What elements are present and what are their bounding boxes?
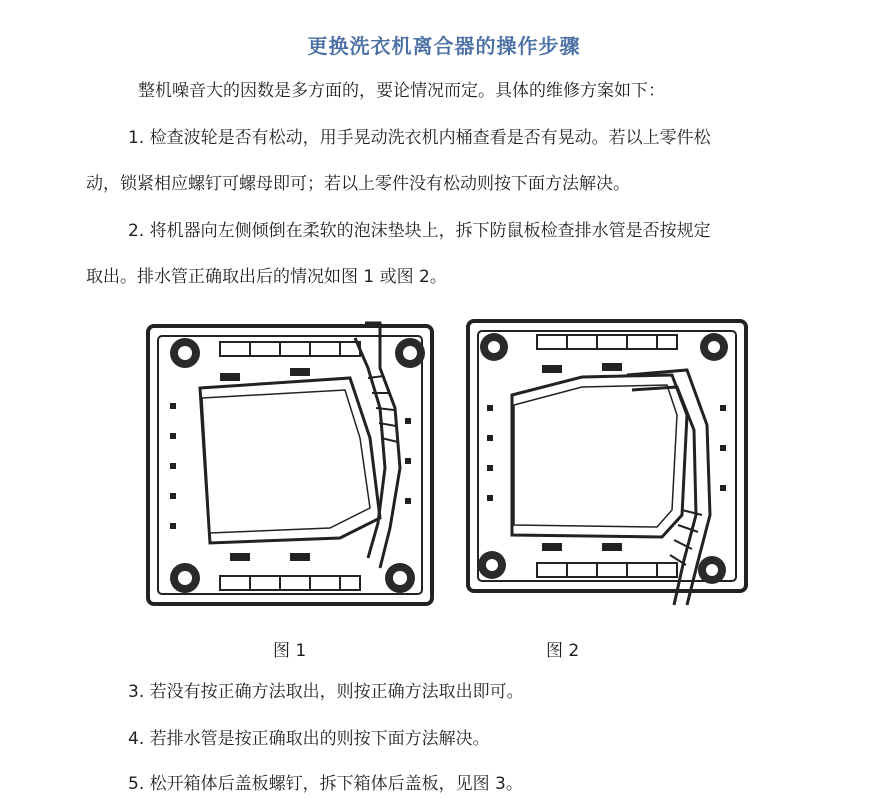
step2-line1: 2. 将机器向左侧倾倒在柔软的泡沫垫块上，拆下防鼠板检查排水管是否按规定 <box>128 221 711 241</box>
figure-2-caption: 图 2 <box>546 641 580 661</box>
figure-2-diagram <box>462 315 752 610</box>
step1-line1: 1. 检查波轮是否有松动，用手晃动洗衣机内桶查看是否有晃动。若以上零件松 <box>128 128 711 148</box>
figure-1-diagram <box>140 308 445 613</box>
page-title: 更换洗衣机离合器的操作步骤 <box>307 34 581 58</box>
step4-line: 4. 若排水管是按正确取出的则按下面方法解决。 <box>128 729 490 749</box>
step5-line: 5. 松开箱体后盖板螺钉，拆下箱体后盖板，见图 3。 <box>128 774 523 794</box>
intro-paragraph: 整机噪音大的因数是多方面的，要论情况而定。具体的维修方案如下： <box>138 81 665 101</box>
figure-1-caption: 图 1 <box>273 641 307 661</box>
step1-line2: 动，锁紧相应螺钉可螺母即可；若以上零件没有松动则按下面方法解决。 <box>86 174 630 194</box>
step2-line2: 取出。排水管正确取出后的情况如图 1 或图 2。 <box>86 267 447 287</box>
step3-line: 3. 若没有按正确方法取出，则按正确方法取出即可。 <box>128 682 524 702</box>
